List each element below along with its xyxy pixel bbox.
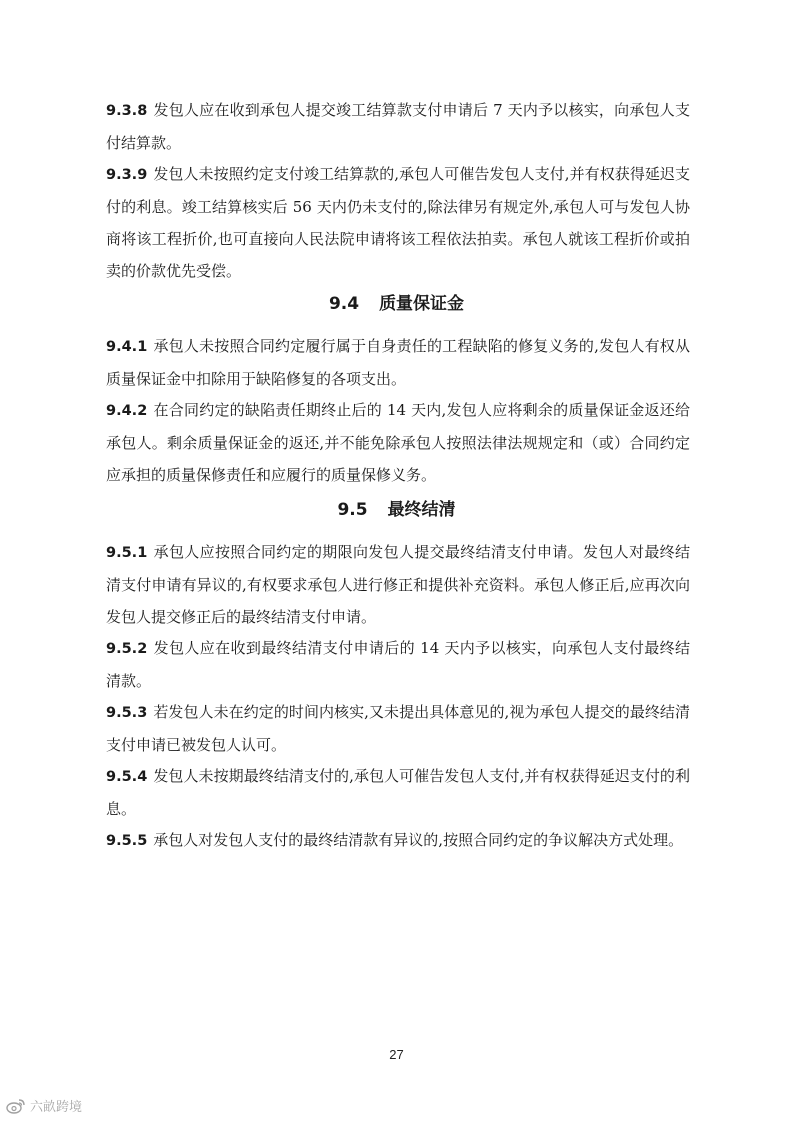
- clause-number: 9.5.4: [106, 769, 148, 785]
- weibo-logo-icon: [6, 1098, 26, 1114]
- clause-9-5-5: [106, 824, 690, 857]
- section-number: 9.5: [337, 500, 368, 520]
- clause-9-4-2: [106, 394, 690, 491]
- section-title: 质量保证金: [379, 294, 465, 314]
- watermark: [6, 1096, 82, 1115]
- clause-text: 发包人未按期最终结清支付的,承包人可催告发包人支付,并有权获得延迟支付的利息。: [106, 767, 690, 818]
- clause-number: 9.4.2: [106, 403, 148, 419]
- clause-text: 承包人未按照合同约定履行属于自身责任的工程缺陷的修复义务的,发包人有权从质量保证金中扣除用于缺陷修复的各项支出。: [106, 337, 690, 388]
- clause-text: 承包人对发包人支付的最终结清款有异议的,按照合同约定的争议解决方式处理。: [153, 831, 684, 849]
- clause-text: 承包人应按照合同约定的期限向发包人提交最终结清支付申请。发包人对最终结清支付申请有异议的,有权要求承包人进行修正和提供补充资料。承包人修正后,应再次向发包人提交修正后的最终结清支付申请。: [106, 543, 690, 626]
- clause-number: 9.5.1: [106, 545, 148, 561]
- clause-9-3-8: [106, 94, 690, 159]
- section-heading-9-5: [0, 498, 793, 522]
- clause-text: 发包人应在收到承包人提交竣工结算款支付申请后 7 天内予以核实，向承包人支付结算款。: [106, 101, 690, 152]
- clause-9-4-1: [106, 330, 690, 395]
- page-number: 27: [389, 1047, 404, 1062]
- clause-9-5-1: [106, 536, 690, 633]
- clause-text: 若发包人未在约定的时间内核实,又未提出具体意见的,视为承包人提交的最终结清支付申请已被发包人认可。: [106, 703, 690, 754]
- section-number: 9.4: [328, 294, 360, 314]
- clause-number: 9.4.1: [106, 339, 148, 355]
- clause-text: 发包人未按照约定支付竣工结算款的,承包人可催告发包人支付,并有权获得延迟支付的利息。竣工结算核实后 56 天内仍未支付的,除法律另有规定外,承包人可与发包人协商将该工程折价,也可直接向人民法院申请将该工程依法拍卖。承包人就该工程折价或拍卖的价款优先受偿。: [106, 165, 690, 280]
- clause-number: 9.5.2: [106, 641, 148, 657]
- clause-number: 9.5.3: [106, 705, 148, 721]
- clause-text: 在合同约定的缺陷责任期终止后的 14 天内,发包人应将剩余的质量保证金返还给承包人。剩余质量保证金的返还,并不能免除承包人按照法律法规规定和（或）合同约定应承担的质量保修责任和应履行的质量保修义务。: [106, 401, 690, 484]
- clause-9-5-3: [106, 696, 690, 761]
- watermark-text: 六畝跨境: [30, 1100, 83, 1115]
- clause-9-3-9: [106, 158, 690, 287]
- section-heading-9-4: [0, 292, 793, 316]
- clause-9-5-4: [106, 760, 690, 825]
- clause-number: 9.5.5: [106, 833, 148, 849]
- clause-number: 9.3.8: [106, 103, 148, 119]
- section-title: 最终结清: [387, 500, 456, 520]
- clause-number: 9.3.9: [106, 167, 148, 183]
- clause-9-5-2: [106, 632, 690, 697]
- clause-text: 发包人应在收到最终结清支付申请后的 14 天内予以核实，向承包人支付最终结清款。: [106, 639, 690, 690]
